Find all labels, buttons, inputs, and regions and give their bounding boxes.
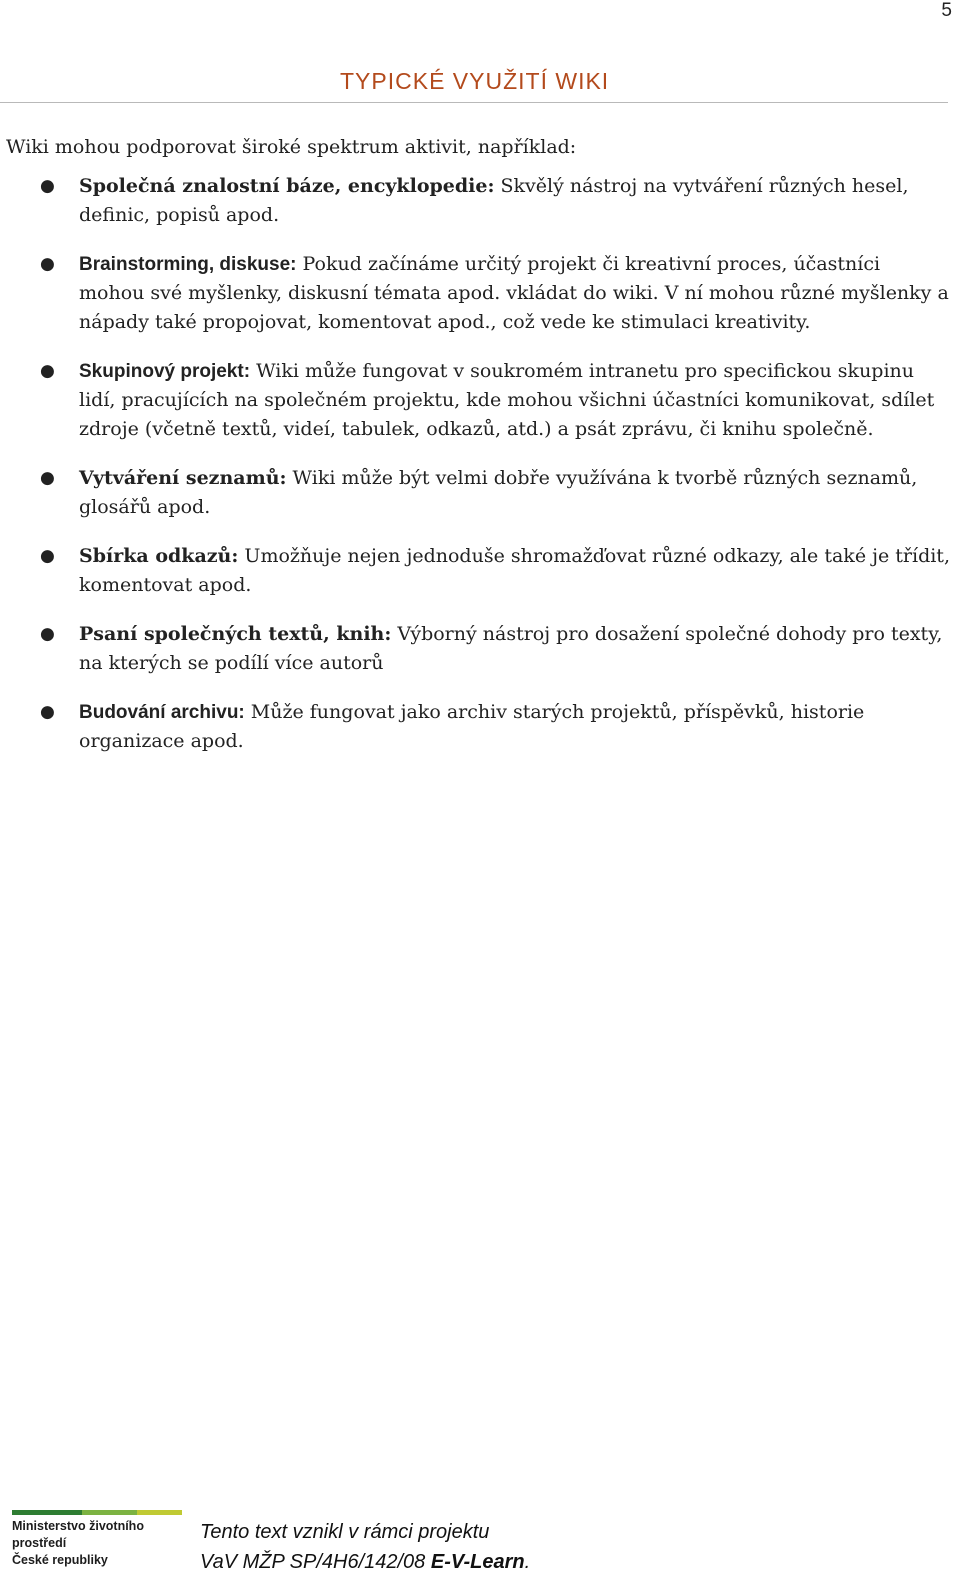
item-term: Společná znalostní báze, encyklopedie:	[79, 175, 495, 197]
bullet-icon: ●	[40, 254, 55, 274]
item-term: Skupinový projekt:	[79, 361, 251, 382]
list-item	[0, 172, 950, 230]
logo-line-1: Ministerstvo životního prostředí	[12, 1519, 144, 1550]
logo-bar	[12, 1510, 82, 1515]
item-text: Wiki může fungovat v soukromém intranetu pro specifickou skupinu lidí, pracujících na společném projektu, kde mohou všichni účastníci komunikovat, sdílet zdroje (včetně textů, videí, tabulek, odkazů, atd.) a psát zprávu, či knihu společně.	[79, 360, 935, 440]
logo-color-bars	[12, 1510, 192, 1515]
item-term: Sbírka odkazů:	[79, 545, 239, 567]
item-text: Výborný nástroj pro dosažení společné dohody pro texty, na kterých se podílí více autorů	[79, 623, 943, 674]
ministry-logo	[12, 1510, 192, 1569]
bullet-icon: ●	[40, 176, 55, 196]
item-term: Brainstorming, diskuse:	[79, 254, 297, 275]
footer-project-name: E-V-Learn	[430, 1551, 525, 1573]
logo-bar	[82, 1510, 137, 1515]
footer-line-1: Tento text vznikl v rámci projektu	[200, 1521, 490, 1543]
footer-project-code: VaV MŽP SP/4H6/142/08	[200, 1551, 431, 1573]
item-term: Psaní společných textů, knih:	[79, 623, 392, 645]
item-text: Skvělý nástroj na vytváření různých hesel, definic, popisů apod.	[79, 175, 909, 226]
footer-period: .	[524, 1551, 531, 1573]
item-text: Může fungovat jako archiv starých projektů, příspěvků, historie organizace apod.	[79, 701, 865, 752]
list-item	[0, 250, 950, 337]
bullet-icon: ●	[40, 624, 55, 644]
list-item	[0, 698, 950, 756]
bullet-icon: ●	[40, 468, 55, 488]
list-item	[0, 464, 950, 522]
footer-note	[200, 1517, 530, 1577]
page-number: 5	[941, 0, 952, 21]
section-heading: TYPICKÉ VYUŽITÍ WIKI	[340, 68, 610, 94]
list-item	[0, 620, 950, 678]
bullet-icon: ●	[40, 702, 55, 722]
item-text: Pokud začínáme určitý projekt či kreativní proces, účastníci mohou své myšlenky, diskusní témata apod. vkládat do wiki. V ní mohou různé myšlenky a nápady také propojovat, komentovat apod., což vede ke stimulaci kreativity.	[79, 253, 949, 333]
item-term: Budování archivu:	[79, 702, 245, 723]
list-item	[0, 357, 950, 444]
list-item	[0, 542, 950, 600]
item-text: Wiki může být velmi dobře využívána k tvorbě různých seznamů, glosářů apod.	[79, 467, 918, 518]
footer-line-2	[200, 1547, 530, 1577]
logo-bar	[137, 1510, 182, 1515]
bullet-icon: ●	[40, 361, 55, 381]
intro-paragraph: Wiki mohou podporovat široké spektrum aktivit, například:	[6, 136, 577, 158]
bullet-icon: ●	[40, 546, 55, 566]
logo-line-2: České republiky	[12, 1553, 108, 1567]
item-term: Vytváření seznamů:	[79, 467, 287, 489]
activity-list	[0, 172, 950, 776]
item-text: Umožňuje nejen jednoduše shromažďovat různé odkazy, ale také je třídit, komentovat apod.	[79, 545, 950, 596]
heading-divider	[0, 102, 948, 103]
